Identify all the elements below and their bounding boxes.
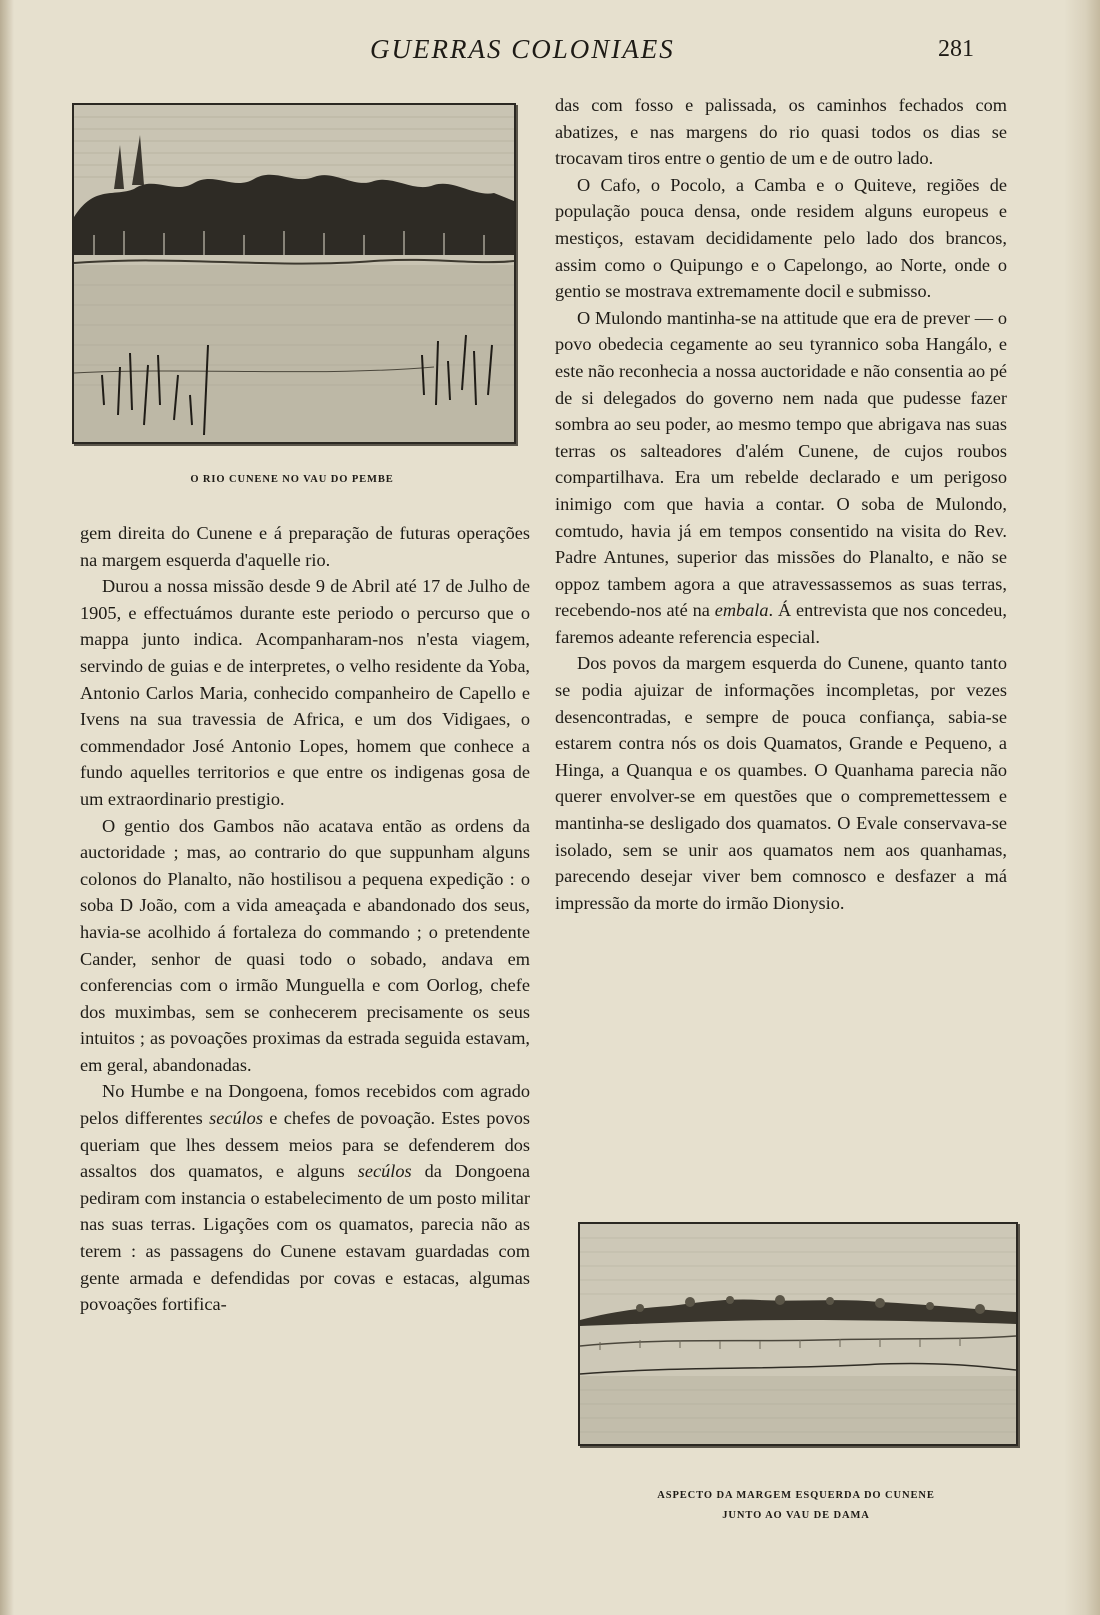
page-edge-shadow <box>1064 0 1100 1615</box>
figure-margem-esquerda-dama <box>578 1222 1018 1446</box>
paragraph <box>80 1078 530 1317</box>
right-column <box>555 92 1007 916</box>
italic-term: embala <box>714 600 769 621</box>
left-column <box>80 520 530 1318</box>
text-run: . Á entrevista que nos concedeu, faremos adeante referencia especial. <box>555 600 1007 647</box>
paragraph: Dos povos da margem esquerda do Cunene, quanto tanto se podia ajuizar de informações incompletas, por vezes desencontradas, e sempre de pouca confiança, sabia-se estarem contra nós os dois Quamatos, Grande e Pequeno, a Hinga, a Quanqua e os quambes. O Quanhama parecia não querer envolver-se em questões que o compremettessem e mantinha-se desligado dos quamatos. O Evale conservava-se isolado, sem se unir aos quamatos nem aos quanhamas, parecendo desejar viver bem comnosco e desfazer a má impressão da morte do irmão Dionysio. <box>555 653 1007 913</box>
page-header <box>0 30 1100 70</box>
river-engraving-image <box>74 105 514 442</box>
paragraph <box>555 305 1007 651</box>
figure-caption-1: O RIO CUNENE NO VAU DO PEMBE <box>190 474 394 485</box>
italic-term: secúlos <box>209 1108 263 1129</box>
text-run: e chefes de povoação. Estes povos queriam que lhes dessem meios para se defenderem dos assaltos dos quamatos, e alguns <box>80 1108 530 1182</box>
running-title: GUERRAS COLONIAES <box>370 34 675 64</box>
paragraph: O Cafo, o Pocolo, a Camba e o Quiteve, regiões de população pouca densa, onde residem alguns europeus e mestiços, estavam decididamente pelo lado dos brancos, assim como o Quipungo e o Capelongo, ao Norte, onde o gentio se mostrava extremamente docil e submisso. <box>555 174 1007 302</box>
page-binding-shadow <box>0 0 14 1615</box>
paragraph: O gentio dos Gambos não acatava então as ordens da auctoridade ; mas, ao contrario do que suppunham alguns colonos do Planalto, não hostilisou a pequena expedição : o soba D João, com a vida ameaçada e abandonado dos seus, havia-se acolhido á fortaleza do commando ; o pretendente Cander, senhor de quasi todo o sobado, andava em conferencias com o irmão Munguella e com Oorlog, chefe dos muximbas, sem se conhecerem precisamente os seus intuitos ; as povoações proximas da estrada seguida estavam, em geral, abandonadas. <box>80 815 530 1075</box>
italic-term: secúlos <box>357 1161 412 1182</box>
caption-line: ASPECTO DA MARGEM ESQUERDA DO CUNENE <box>657 1490 935 1501</box>
paragraph: gem direita do Cunene e á preparação de futuras operações na margem esquerda d'aquelle rio. <box>80 523 530 570</box>
paragraph: das com fosso e palissada, os caminhos fechados com abatizes, e nas margens do rio quasi todos os dias se trocavam tiros entre o gentio de um e de outro lado. <box>555 95 1007 169</box>
riverbank-engraving-image <box>580 1224 1016 1444</box>
paragraph: Durou a nossa missão desde 9 de Abril até 17 de Julho de 1905, e effectuámos durante este periodo o percurso que o mappa junto indica. Acompanharam-nos n'esta viagem, servindo de guias e de interpretes, o velho residente da Yoba, Antonio Carlos Maria, conhecido companheiro de Capello e Ivens na sua travessia de Africa, e um dos Vidigaes, o commendador José Antonio Lopes, homem que conhece a fundo aquelles territorios e que entre os indigenas gosa de um extraordinario prestigio. <box>80 576 530 809</box>
caption-line: JUNTO AO VAU DE DAMA <box>722 1510 870 1521</box>
text-run: da Dongoena pediram com instancia o estabelecimento de um posto militar nas suas terras. Ligações com os quamatos, parecia não as terem : as passagens do Cunene estavam guardadas com gente armada e defendidas por covas e estacas, algumas povoações fortifica- <box>80 1161 530 1315</box>
figure-rio-cunene-pembe <box>72 103 516 444</box>
figure-caption-2 <box>578 1486 1014 1526</box>
text-run: O Mulondo mantinha-se na attitude que era de prever — o povo obedecia cegamente ao seu tyrannico soba Hangálo, e este não reconhecia a nossa auctoridade e não consentia ao pé de si delegados do governo nem nada que pudesse fazer sombra ao seu poder, ao mesmo tempo que abrigava nas suas terras os salteadores d'além Cunene, de cujos roubos compartilhava. Era um rebelde declarado e um perigoso inimigo com que havia a contar. O soba de Mulondo, comtudo, havia já em tempos consentido na visita do Rev. Padre Antunes, superior das missões do Planalto, e não se oppoz tambem agora a que atravessassemos as suas terras, recebendo-nos até na <box>555 307 1007 621</box>
page-number: 281 <box>938 36 974 62</box>
text-run: No Humbe e na Dongoena, fomos recebidos com agrado pelos differentes <box>80 1081 530 1129</box>
